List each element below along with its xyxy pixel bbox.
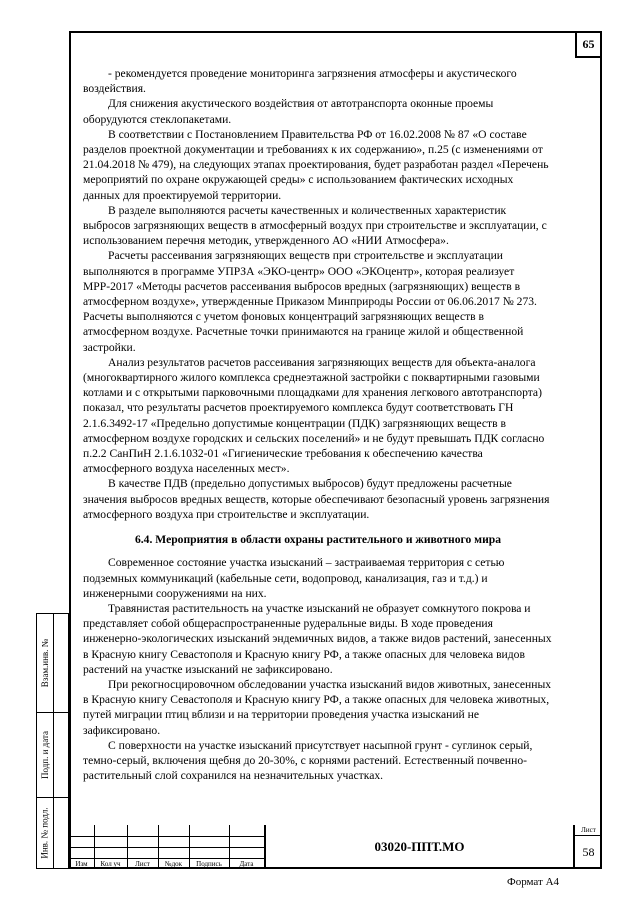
vzam-inv-label: Взам.инв. № — [40, 638, 50, 688]
section-heading: 6.4. Мероприятия в области охраны растительного и животного мира — [134, 533, 501, 547]
col-list: Лист — [135, 859, 150, 868]
paragraph: Анализ результатов расчетов рассеивания загрязняющих веществ для объекта-аналога (многоквартирного жилого комплекса среднеэтажной застройки с поквартирными газовыми котлами и с открытыми парковочными площадками для хранения легкового автотранспорта) показал, что результаты расчетов проектируемого комплекса будут соответствовать ГН 2.1.6.3492-17 «Предельно допустимые концентрации (ПДК) загрязняющих веществ в атмосферном воздухе городских и сельских поселений» и не будут превышать ПДК согласно п.2.2 СанПиН 2.1.6.1032-01 «Гигиенические требования к обеспечению качества атмосферного воздуха населенных мест». — [83, 355, 545, 476]
document-code: 03020-ППТ.МО — [264, 825, 573, 869]
paragraph: Современное состояние участка изысканий – застраиваемая территория с сетью подземных коммуникаций (кабельные сети, водопровод, канализация, газ и т.д.) и инженерными сооружениями на них. — [83, 556, 505, 600]
paragraph: При рекогносцировочном обследовании участка изысканий видов животных, занесенных в Красную книгу Севастополя и Красную книгу РФ, а также опасных для человека животных, путей миграции птиц вблизи и на территории проведения участка изысканий не зафиксировано. — [83, 677, 552, 737]
title-block — [69, 825, 602, 869]
col-izm: Изм — [75, 859, 88, 868]
paragraph: - рекомендуется проведение мониторинга загрязнения атмосферы и акустического воздействия. — [83, 67, 517, 96]
paragraph: Травянистая растительность на участке изысканий не образует сомкнутого покрова и представляет собой общераспространенные рудеральные виды. В ходе проведения инженерно-экологических изысканий эндемичных видов, а также видов растений, занесенных в Красную книгу Севастополя и Красную книгу РФ, а также опасных для человека видов растений на участке изысканий не зафиксировано. — [83, 601, 552, 676]
format-label: Формат А4 — [507, 876, 560, 888]
podp-data-label: Подп. и дата — [40, 730, 50, 780]
col-data: Дата — [239, 859, 254, 868]
col-kol-uch: Кол уч — [100, 859, 121, 868]
document-body — [83, 66, 553, 783]
paragraph: Для снижения акустического воздействия от автотранспорта оконные проемы оборудуются стеклопакетами. — [83, 97, 494, 126]
side-stamp-inv — [36, 797, 69, 869]
col-ndok: №док — [164, 859, 183, 868]
inv-podl-label: Инв. № подл. — [40, 807, 50, 859]
side-stamp-vzam — [36, 613, 69, 713]
top-page-number: 65 — [575, 31, 602, 58]
sheet-box — [573, 825, 602, 869]
sheet-number: 58 — [582, 845, 595, 859]
paragraph: В соответствии с Постановлением Правительства РФ от 16.02.2008 № 87 «О составе разделов проектной документации и требованиях к их содержанию», п.25 (с изменениями от 21.04.2018 № 479), на следующих этапах проектирования, будет разработан раздел «Перечень мероприятий по охране окружающей среды» с использованием фактических исходных данных для проектируемой территории. — [83, 127, 549, 202]
paragraph: В разделе выполняются расчеты качественных и количественных характеристик выбросов загрязняющих веществ в атмосферный воздух при строительстве и эксплуатации, с использованием перечня методик, утвержденного АО «НИИ Атмосфера». — [83, 203, 547, 248]
sheet-label: Лист — [575, 825, 602, 836]
paragraph: В качестве ПДВ (предельно допустимых выбросов) будут предложены расчетные значения выбросов вредных веществ, которые обеспечивают безопасный уровень загрязнения атмосферного воздуха при строительстве и эксплуатации. — [83, 477, 550, 521]
revision-grid — [69, 825, 264, 869]
side-stamp-podp — [36, 712, 69, 798]
paragraph: С поверхности на участке изысканий присутствует насыпной грунт - суглинок серый, темно-серый, включения щебня до 20-30%, с корнями растений. Естественный почвенно-растительный слой сохранился на незначительных участках. — [83, 738, 533, 783]
page-frame — [69, 31, 602, 869]
paragraph: Расчеты рассеивания загрязняющих веществ при строительстве и эксплуатации выполняются в программе УПРЗА «ЭКО-центр» ООО «ЭКОцентр», которая реализует МРР-2017 «Методы расчетов рассеивания выбросов вредных (загрязняющих) веществ в атмосферном воздухе», утвержденные Приказом Минприроды России от 06.06.2017 № 273. Расчеты выполняются с учетом фоновых концентраций загрязняющих веществ в атмосферном воздухе. Расчетные точки принимаются на границе жилой и общественной застройки. — [83, 249, 537, 354]
col-podpis: Подпись — [196, 859, 222, 868]
